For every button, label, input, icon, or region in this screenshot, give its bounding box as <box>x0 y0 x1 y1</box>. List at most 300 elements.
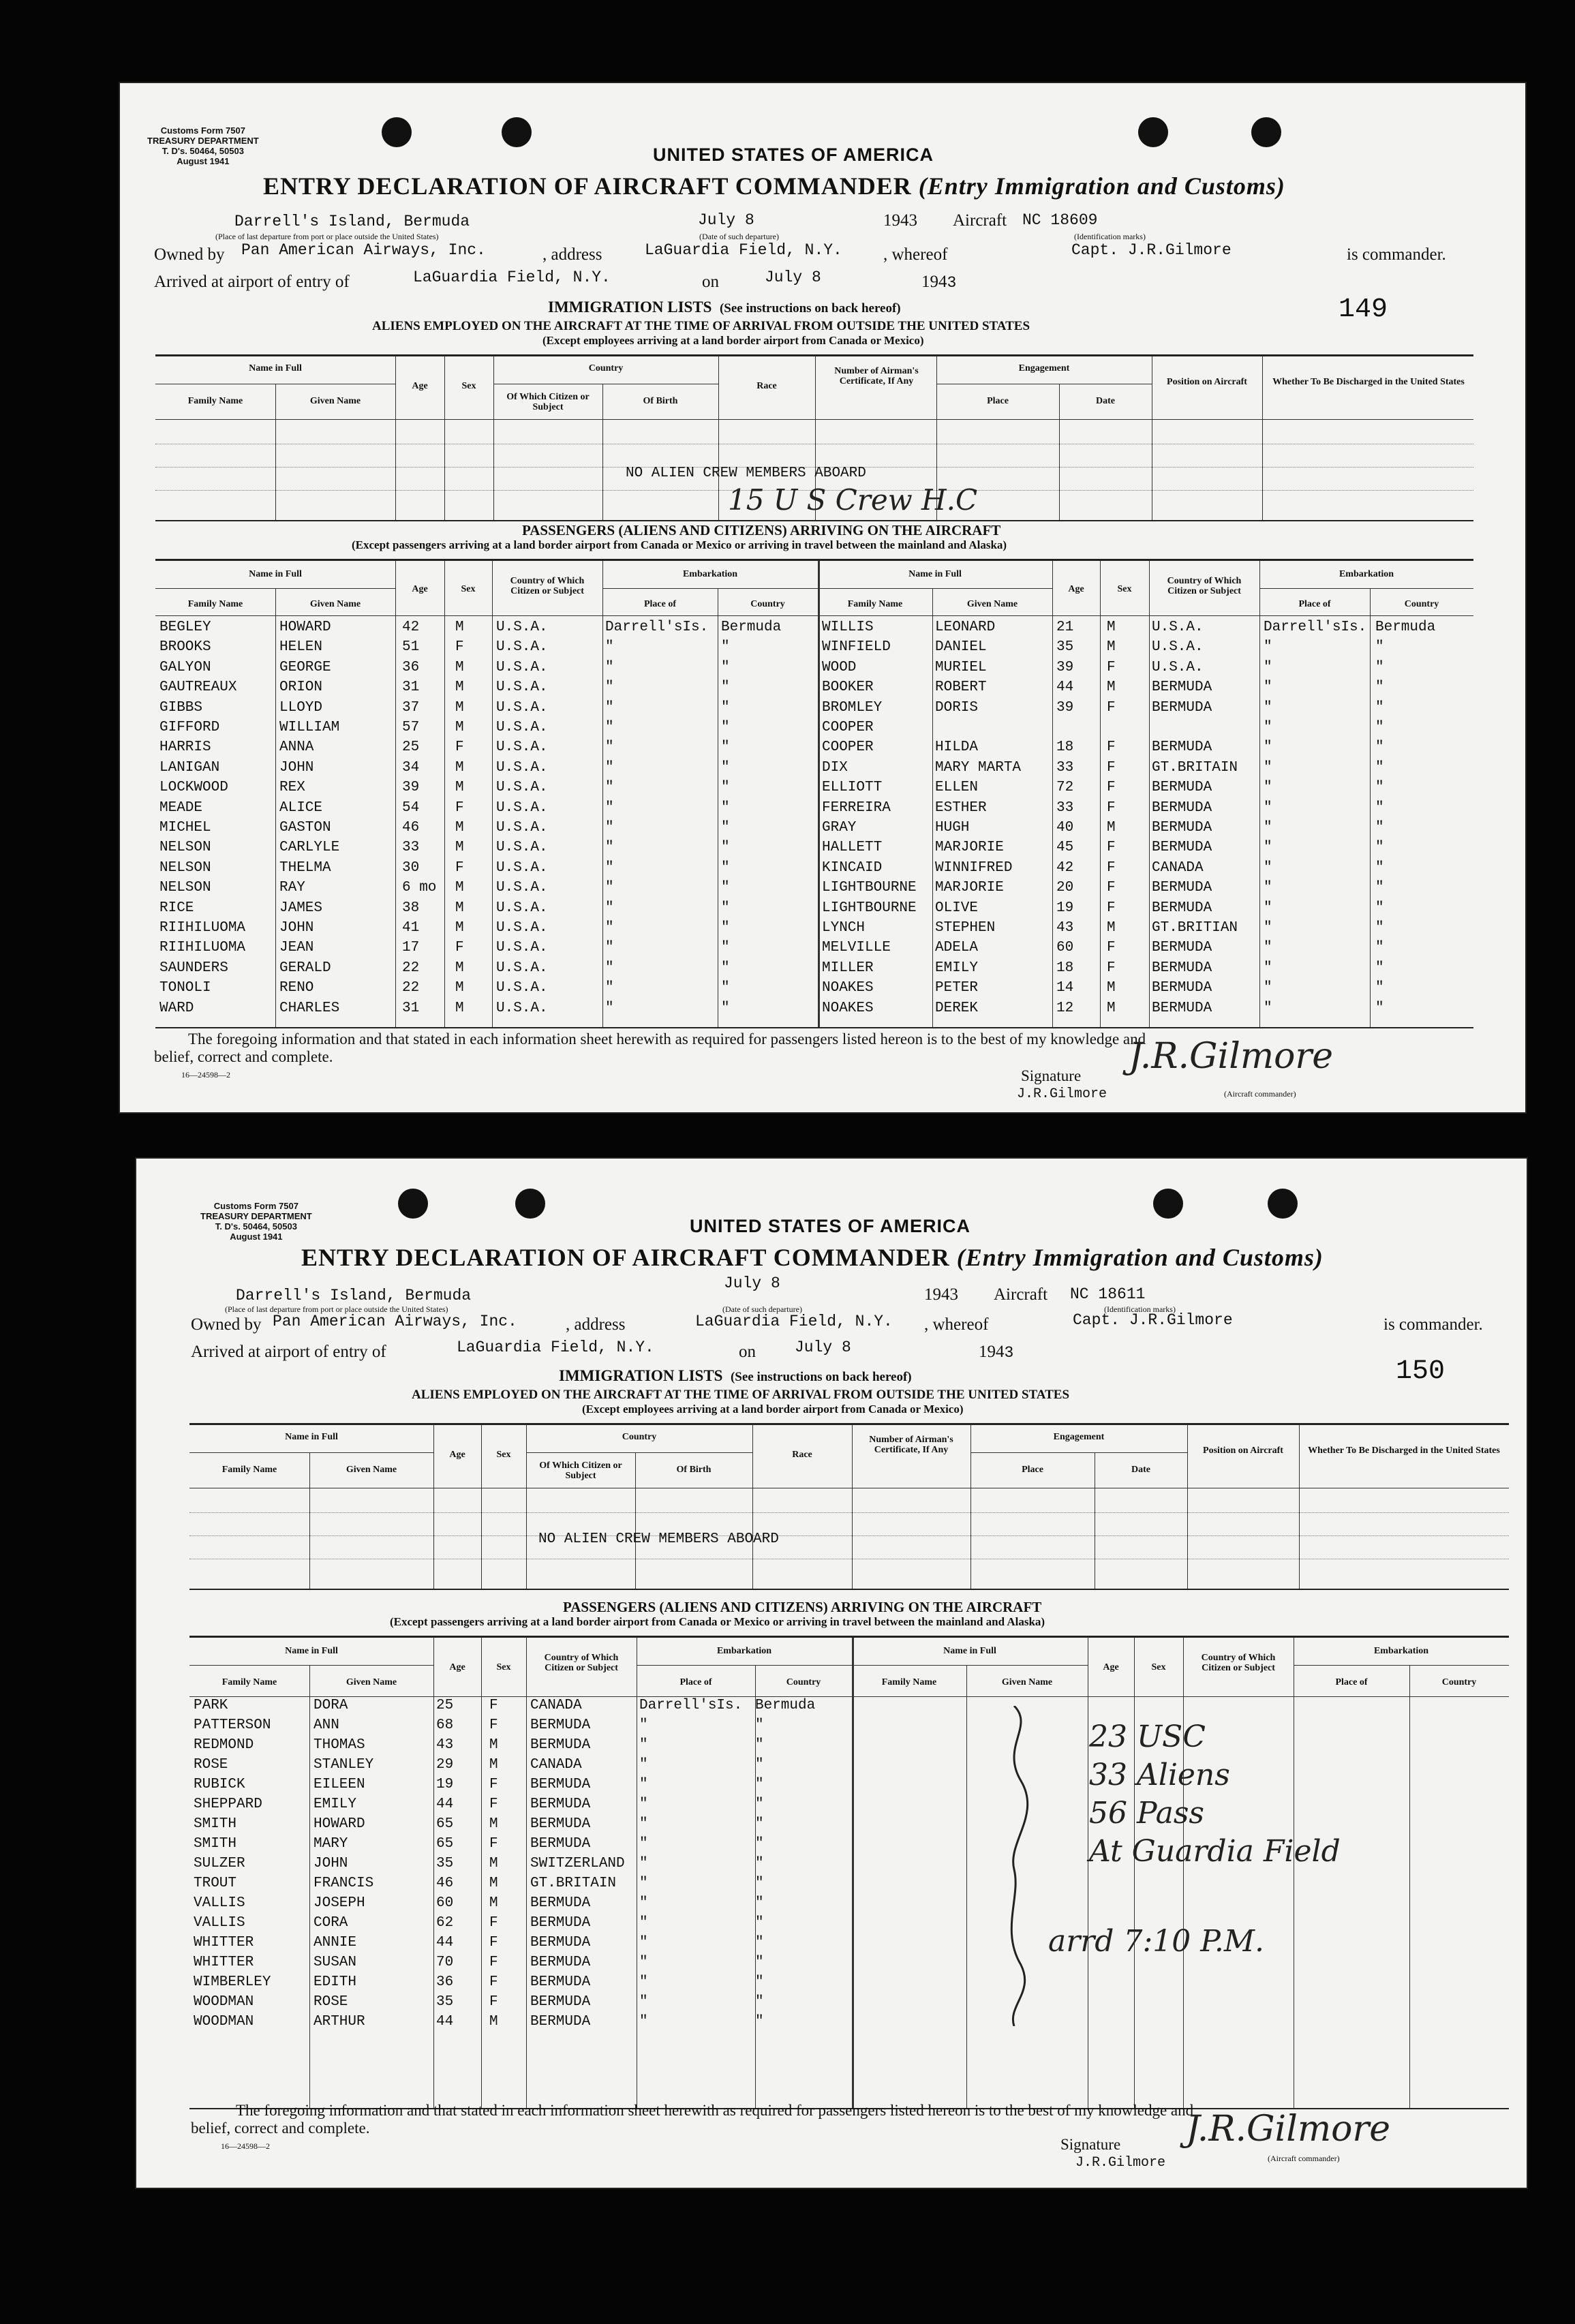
passenger-citizenship: U.S.A. <box>496 759 548 776</box>
passenger-sex: F <box>1107 859 1116 876</box>
passenger-citizenship: U.S.A. <box>496 739 548 756</box>
on-label: on <box>739 1343 756 1361</box>
passenger-given-name: REX <box>279 780 305 796</box>
passenger-sex: M <box>455 720 464 735</box>
passenger-given-name: EILEEN <box>314 1777 365 1792</box>
passenger-citizenship: U.S.A. <box>496 840 548 856</box>
passenger-embark-place: " <box>639 1816 648 1832</box>
passenger-given-name: LLOYD <box>279 699 323 716</box>
aliens-note: (Except employees arriving at a land border airport from Canada or Mexico) <box>582 1403 964 1416</box>
signer-typed-name: J.R.Gilmore <box>1075 2155 1166 2171</box>
passenger-citizenship: U.S.A. <box>496 620 548 635</box>
passenger-embark-place: " <box>605 980 614 996</box>
passenger-embark-place: " <box>1264 1000 1272 1016</box>
passenger-family-name: BEGLEY <box>159 620 211 635</box>
owned-by-label: Owned by <box>154 245 225 264</box>
commander-name: Capt. J.R.Gilmore <box>1071 241 1232 259</box>
passenger-embark-country: " <box>755 1757 764 1773</box>
passenger-sex: M <box>455 679 464 696</box>
passenger-age: 51 <box>402 639 420 656</box>
passenger-age: 39 <box>402 780 420 796</box>
passenger-embark-country: " <box>755 1935 764 1951</box>
passenger-embark-country: " <box>721 720 730 735</box>
owner: Pan American Airways, Inc. <box>273 1313 517 1330</box>
passenger-embark-country: " <box>755 1955 764 1970</box>
signer-caption: (Aircraft commander) <box>1224 1089 1296 1099</box>
passenger-embark-place: " <box>639 1915 648 1931</box>
crew-family-header: Family Name <box>187 396 243 406</box>
departure-place: Darrell's Island, Bermuda <box>236 1287 472 1304</box>
pax-country-header-right: Country of Which Citizen or Subject <box>1201 1653 1276 1673</box>
passenger-embark-country: " <box>721 880 730 896</box>
passenger-given-name: MARJORIE <box>935 840 1004 856</box>
passenger-embark-place: " <box>1264 699 1272 716</box>
pax-given-header: Given Name <box>346 1677 397 1687</box>
pax-given-header-right: Given Name <box>966 599 1018 609</box>
passenger-sex: F <box>489 1836 498 1852</box>
passenger-sex: F <box>489 1777 498 1792</box>
passenger-embark-place: " <box>639 1895 648 1911</box>
passenger-given-name: LEONARD <box>935 620 996 635</box>
passenger-age: 19 <box>436 1777 454 1792</box>
arrival-date: July 8 <box>765 269 821 286</box>
passenger-embark-country: " <box>721 900 730 916</box>
certification-text: The foregoing information and that stated in each information sheet herewith as required for passengers listed hereon is to the best of my knowledge and <box>236 2102 1194 2119</box>
passenger-family-name: NELSON <box>159 840 211 856</box>
passenger-embark-country: Bermuda <box>721 620 782 635</box>
passenger-family-name: WHITTER <box>194 1955 254 1970</box>
pax-country-header: Country of Which Citizen or Subject <box>510 576 585 596</box>
passenger-embark-place: " <box>639 1994 648 2010</box>
passenger-embark-country: " <box>1375 820 1384 836</box>
passenger-citizenship: BERMUDA <box>1152 960 1212 976</box>
passenger-family-name: FERREIRA <box>822 799 891 816</box>
passenger-given-name: GEORGE <box>279 659 331 675</box>
declaration-sheet-150 <box>136 1159 1527 2188</box>
pax-embark-country-header: Country <box>750 599 785 609</box>
passenger-age: 68 <box>436 1717 454 1733</box>
passenger-given-name: RAY <box>279 880 305 896</box>
passenger-citizenship: U.S.A. <box>496 940 548 956</box>
passenger-citizenship: CANADA <box>530 1757 582 1773</box>
passenger-family-name: NELSON <box>159 859 211 876</box>
passenger-age: 36 <box>402 659 420 675</box>
passenger-family-name: SHEPPARD <box>194 1796 262 1812</box>
passengers-note: (Except passengers arriving at a land border airport from Canada or Mexico or arriving in travel between the mainland and Alaska) <box>390 1615 1045 1628</box>
certification-text-cont: belief, correct and complete. <box>154 1048 333 1065</box>
passenger-embark-place: " <box>1264 840 1272 856</box>
pax-family-header: Family Name <box>221 1677 277 1687</box>
passenger-citizenship: BERMUDA <box>1152 820 1212 836</box>
passenger-embark-country: " <box>755 1876 764 1891</box>
passenger-sex: F <box>489 1796 498 1812</box>
passenger-given-name: ALICE <box>279 799 323 816</box>
pax-given-header-right: Given Name <box>1001 1677 1053 1687</box>
passenger-given-name: DORA <box>314 1698 348 1713</box>
crew-race-header: Race <box>792 1450 812 1460</box>
passenger-sex: F <box>455 739 464 756</box>
handwritten-crew-note: 15 U S Crew H.C <box>728 483 978 517</box>
passenger-given-name: RENO <box>279 980 314 996</box>
passenger-family-name: PARK <box>194 1698 228 1713</box>
passengers-heading: PASSENGERS (ALIENS AND CITIZENS) ARRIVING ON THE AIRCRAFT <box>522 522 1001 538</box>
handwritten-arrival-time: arrd 7:10 P.M. <box>1048 1924 1264 1959</box>
passenger-given-name: JOHN <box>279 759 314 776</box>
pax-age-header: Age <box>449 1662 465 1672</box>
passenger-embark-place: " <box>605 739 614 756</box>
passenger-embark-place: " <box>605 679 614 696</box>
passenger-citizenship: BERMUDA <box>530 1915 591 1931</box>
passenger-age: 33 <box>402 840 420 856</box>
handwritten-brace <box>994 1706 1048 2026</box>
is-commander-label: is commander. <box>1347 245 1446 264</box>
passenger-age: 39 <box>1056 659 1074 675</box>
alien-crew-table <box>155 354 1473 521</box>
passenger-given-name: EDITH <box>314 1974 357 1990</box>
passenger-age: 42 <box>402 620 420 635</box>
passenger-sex: F <box>1107 699 1116 716</box>
passenger-given-name: JOSEPH <box>314 1895 365 1911</box>
commander-name: Capt. J.R.Gilmore <box>1073 1311 1233 1329</box>
passenger-sex: M <box>455 960 464 976</box>
passenger-sex: F <box>1107 940 1116 956</box>
pax-family-header-right: Family Name <box>881 1677 937 1687</box>
passenger-embark-place: " <box>639 1955 648 1970</box>
passenger-age: 29 <box>436 1757 454 1773</box>
passenger-embark-country: " <box>721 840 730 856</box>
passenger-age: 45 <box>1056 840 1074 856</box>
crew-position-header: Position on Aircraft <box>1203 1446 1283 1456</box>
aircraft-id: NC 18611 <box>1070 1285 1146 1303</box>
signature-label: Signature <box>1021 1067 1082 1084</box>
certification-text: The foregoing information and that stated in each information sheet herewith as required for passengers listed hereon is to the best of my knowledge and <box>188 1030 1146 1048</box>
passenger-sex: F <box>489 1915 498 1931</box>
passenger-sex: F <box>489 1955 498 1970</box>
passenger-age: 31 <box>402 679 420 696</box>
passenger-embark-place: " <box>1264 880 1272 896</box>
passenger-family-name: SMITH <box>194 1836 237 1852</box>
crew-citizen-header: Of Which Citizen or Subject <box>506 392 590 412</box>
punch-hole <box>1268 1189 1298 1219</box>
crew-position-header: Position on Aircraft <box>1167 377 1247 387</box>
passenger-age: 25 <box>436 1698 454 1713</box>
passenger-embark-place: " <box>1264 780 1272 796</box>
pax-name-header: Name in Full <box>285 1646 338 1656</box>
passenger-family-name: VALLIS <box>194 1895 245 1911</box>
passenger-embark-place: " <box>605 699 614 716</box>
passenger-given-name: JAMES <box>279 900 323 916</box>
pax-embarkation-header: Embarkation <box>716 1646 772 1656</box>
passenger-age: 22 <box>402 980 420 996</box>
passenger-age: 36 <box>436 1974 454 1990</box>
passenger-age: 44 <box>1056 679 1074 696</box>
passenger-age: 33 <box>1056 759 1074 776</box>
passenger-age: 46 <box>402 820 420 836</box>
passenger-embark-place: " <box>1264 799 1272 816</box>
pax-embark-country-header-right: Country <box>1441 1677 1477 1687</box>
passenger-embark-country: " <box>1375 659 1384 675</box>
passenger-embark-place: " <box>639 1717 648 1733</box>
crew-given-header: Given Name <box>309 396 361 406</box>
passenger-given-name: DEREK <box>935 1000 979 1016</box>
pax-sex-header: Sex <box>496 1662 511 1672</box>
passenger-given-name: OLIVE <box>935 900 979 916</box>
departure-year: 1943 <box>883 211 917 230</box>
passenger-age: 17 <box>402 940 420 956</box>
passenger-sex: M <box>455 880 464 896</box>
pax-embark-country-header-right: Country <box>1404 599 1439 609</box>
passenger-embark-place: " <box>639 2014 648 2030</box>
is-commander-label: is commander. <box>1383 1315 1483 1334</box>
passenger-age: 19 <box>1056 900 1074 916</box>
passenger-given-name: ORION <box>279 679 323 696</box>
passenger-citizenship: U.S.A. <box>496 639 548 656</box>
passenger-sex: F <box>489 1698 498 1713</box>
passenger-age: 37 <box>402 699 420 716</box>
crew-engagement-header: Engagement <box>1053 1432 1105 1442</box>
pax-embark-country-header: Country <box>786 1677 821 1687</box>
passenger-citizenship: U.S.A. <box>496 799 548 816</box>
passenger-family-name: MILLER <box>822 960 874 976</box>
passenger-sex: F <box>455 940 464 956</box>
passenger-family-name: GIFFORD <box>159 720 220 735</box>
passenger-family-name: HALLETT <box>822 840 883 856</box>
passenger-family-name: WOOD <box>822 659 857 675</box>
punch-hole <box>1251 117 1281 147</box>
country-heading: UNITED STATES OF AMERICA <box>690 1216 970 1236</box>
passenger-given-name: ELLEN <box>935 780 979 796</box>
passenger-embark-place: " <box>639 1777 648 1792</box>
passenger-embark-country: " <box>1375 759 1384 776</box>
passenger-family-name: COOPER <box>822 739 874 756</box>
passenger-age: 65 <box>436 1816 454 1832</box>
crew-country-header: Country <box>588 363 624 373</box>
passenger-given-name: STEPHEN <box>935 920 996 936</box>
passenger-embark-country: " <box>721 739 730 756</box>
owned-by-label: Owned by <box>191 1315 262 1334</box>
passenger-citizenship: BERMUDA <box>1152 1000 1212 1016</box>
passenger-given-name: MURIEL <box>935 659 987 675</box>
passenger-embark-place: " <box>639 1856 648 1871</box>
passenger-sex: F <box>489 1717 498 1733</box>
passenger-embark-place: " <box>639 1876 648 1891</box>
passenger-age: 39 <box>1056 699 1074 716</box>
pax-place-header-right: Place of <box>1298 599 1331 609</box>
passenger-embark-place: " <box>1264 859 1272 876</box>
passenger-given-name: MARY <box>314 1836 348 1852</box>
crew-race-header: Race <box>756 381 777 391</box>
punch-hole <box>1138 117 1168 147</box>
crew-birth-header: Of Birth <box>676 1465 712 1475</box>
passenger-citizenship: U.S.A. <box>496 859 548 876</box>
crew-sex-header: Sex <box>461 381 476 391</box>
passenger-family-name: VALLIS <box>194 1915 245 1931</box>
passenger-family-name: LANIGAN <box>159 759 220 776</box>
whereof-label: , whereof <box>924 1315 989 1334</box>
passenger-age: 70 <box>436 1955 454 1970</box>
passenger-given-name: MARJORIE <box>935 880 1004 896</box>
immigration-lists-heading: IMMIGRATION LISTS (See instructions on back hereof) <box>559 1367 912 1384</box>
passenger-given-name: DANIEL <box>935 639 987 656</box>
passenger-family-name: DIX <box>822 759 848 776</box>
arrived-label: Arrived at airport of entry of <box>191 1343 386 1361</box>
passenger-age: 72 <box>1056 780 1074 796</box>
passenger-sex: M <box>1107 920 1116 936</box>
passenger-age: 25 <box>402 739 420 756</box>
address-label: , address <box>542 245 602 264</box>
passenger-citizenship: U.S.A. <box>496 780 548 796</box>
passenger-age: 35 <box>436 1994 454 2010</box>
passenger-sex: F <box>1107 799 1116 816</box>
passenger-embark-country: " <box>1375 840 1384 856</box>
passenger-age: 40 <box>1056 820 1074 836</box>
passenger-citizenship: U.S.A. <box>496 880 548 896</box>
passenger-family-name: WIMBERLEY <box>194 1974 271 1990</box>
passenger-age: 22 <box>402 960 420 976</box>
passenger-sex: M <box>455 1000 464 1016</box>
passenger-sex: M <box>489 1816 498 1832</box>
passenger-citizenship: BERMUDA <box>1152 739 1212 756</box>
pax-embarkation-header-right: Embarkation <box>1373 1646 1429 1656</box>
passenger-embark-place: " <box>639 1935 648 1951</box>
passenger-age: 60 <box>1056 940 1074 956</box>
passenger-given-name: HELEN <box>279 639 323 656</box>
passenger-family-name: GAUTREAUX <box>159 679 237 696</box>
owner-address: LaGuardia Field, N.Y. <box>695 1313 893 1330</box>
passenger-given-name: JOHN <box>314 1856 348 1871</box>
pax-sex-header-right: Sex <box>1151 1662 1166 1672</box>
passenger-sex: M <box>1107 980 1116 996</box>
passenger-embark-country: " <box>721 960 730 976</box>
departure-date-caption: (Date of such departure) <box>699 232 779 241</box>
punch-hole <box>515 1189 545 1219</box>
pax-sex-header-right: Sex <box>1117 584 1132 594</box>
owner-address: LaGuardia Field, N.Y. <box>645 241 842 259</box>
passenger-given-name: THELMA <box>279 859 331 876</box>
passenger-embark-country: " <box>1375 980 1384 996</box>
passenger-citizenship: U.S.A. <box>1152 620 1204 635</box>
passenger-citizenship: BERMUDA <box>1152 940 1212 956</box>
passenger-embark-place: " <box>639 1796 648 1812</box>
passenger-age: 6 mo <box>402 880 437 896</box>
passenger-family-name: WHITTER <box>194 1935 254 1951</box>
form-title: ENTRY DECLARATION OF AIRCRAFT COMMANDER (Entry Immigration and Customs) <box>301 1244 1324 1271</box>
passengers-note: (Except passengers arriving at a land border airport from Canada or Mexico or arriving in travel between the mainland and Alaska) <box>352 538 1007 551</box>
sheet-number: 150 <box>1396 1356 1446 1387</box>
passenger-sex: F <box>1107 659 1116 675</box>
passenger-embark-country: " <box>721 780 730 796</box>
passenger-embark-country: " <box>1375 859 1384 876</box>
pax-family-header: Family Name <box>187 599 243 609</box>
passenger-embark-place: " <box>605 960 614 976</box>
passenger-embark-place: " <box>605 780 614 796</box>
passenger-embark-country: " <box>1375 699 1384 716</box>
passenger-age: 21 <box>1056 620 1074 635</box>
passenger-embark-country: " <box>721 940 730 956</box>
passenger-embark-country: " <box>1375 679 1384 696</box>
passenger-citizenship: BERMUDA <box>530 1994 591 2010</box>
passenger-embark-country: " <box>755 1856 764 1871</box>
passenger-embark-country: " <box>721 699 730 716</box>
passenger-sex: F <box>1107 739 1116 756</box>
passenger-sex: M <box>489 1757 498 1773</box>
punch-hole <box>398 1189 428 1219</box>
passenger-embark-country: " <box>721 639 730 656</box>
arrived-label: Arrived at airport of entry of <box>154 273 350 291</box>
whereof-label: , whereof <box>883 245 948 264</box>
no-alien-crew-text: NO ALIEN CREW MEMBERS ABOARD <box>538 1531 779 1547</box>
passenger-embark-place: " <box>605 759 614 776</box>
pax-name-header-right: Name in Full <box>943 1646 996 1656</box>
passenger-embark-place: " <box>1264 639 1272 656</box>
punch-hole <box>502 117 532 147</box>
pax-place-header-right: Place of <box>1335 1677 1368 1687</box>
passenger-family-name: NOAKES <box>822 1000 874 1016</box>
aliens-heading: ALIENS EMPLOYED ON THE AIRCRAFT AT THE TIME OF ARRIVAL FROM OUTSIDE THE UNITED STATES <box>412 1388 1070 1402</box>
alien-crew-table <box>189 1423 1509 1590</box>
passenger-given-name: JEAN <box>279 940 314 956</box>
passenger-given-name: CORA <box>314 1915 348 1931</box>
passenger-embark-country: " <box>1375 639 1384 656</box>
passenger-family-name: GIBBS <box>159 699 203 716</box>
passenger-embark-country: " <box>755 1816 764 1832</box>
passenger-family-name: LIGHTBOURNE <box>822 880 917 896</box>
passenger-sex: F <box>1107 759 1116 776</box>
crew-name-header: Name in Full <box>249 363 302 373</box>
passenger-embark-place: " <box>639 1974 648 1990</box>
passenger-embark-place: " <box>1264 920 1272 936</box>
passenger-embark-country: " <box>755 1895 764 1911</box>
departure-place: Darrell's Island, Bermuda <box>234 213 470 230</box>
pax-age-header-right: Age <box>1068 584 1084 594</box>
passenger-sex: M <box>1107 620 1116 635</box>
passenger-table <box>155 559 1473 1028</box>
passenger-embark-place: " <box>1264 940 1272 956</box>
crew-discharged-header: Whether To Be Discharged in the United States <box>1272 377 1465 387</box>
passenger-embark-place: Darrell'sIs. <box>639 1698 743 1713</box>
passenger-family-name: PATTERSON <box>194 1717 271 1733</box>
passenger-embark-place: " <box>605 659 614 675</box>
aircraft-id-caption: (Identification marks) <box>1074 232 1146 241</box>
passenger-embark-country: " <box>1375 780 1384 796</box>
passenger-given-name: HOWARD <box>279 620 331 635</box>
departure-place-caption: (Place of last departure from port or place outside the United States) <box>215 232 439 241</box>
passenger-embark-country: " <box>721 1000 730 1016</box>
form-code: 16—24598—2 <box>221 2141 270 2151</box>
crew-birth-header: Of Birth <box>643 396 678 406</box>
passenger-embark-country: " <box>1375 920 1384 936</box>
passenger-given-name: THOMAS <box>314 1737 365 1753</box>
passenger-embark-country: " <box>755 1915 764 1931</box>
passenger-family-name: GALYON <box>159 659 211 675</box>
passenger-age: 18 <box>1056 960 1074 976</box>
crew-given-header: Given Name <box>346 1465 397 1475</box>
crew-discharged-header: Whether To Be Discharged in the United States <box>1308 1446 1500 1456</box>
passenger-embark-place: " <box>1264 720 1272 735</box>
pax-name-header-right: Name in Full <box>908 569 962 579</box>
passenger-age: 12 <box>1056 1000 1074 1016</box>
passenger-embark-place: " <box>605 1000 614 1016</box>
pax-place-header: Place of <box>679 1677 712 1687</box>
signer-caption: (Aircraft commander) <box>1268 2154 1340 2163</box>
passenger-family-name: WOODMAN <box>194 1994 254 2010</box>
passenger-age: 33 <box>1056 799 1074 816</box>
passenger-family-name: LYNCH <box>822 920 866 936</box>
crew-age-header: Age <box>449 1450 465 1460</box>
passenger-sex: F <box>489 1974 498 1990</box>
passenger-family-name: HARRIS <box>159 739 211 756</box>
passenger-family-name: SAUNDERS <box>159 960 228 976</box>
